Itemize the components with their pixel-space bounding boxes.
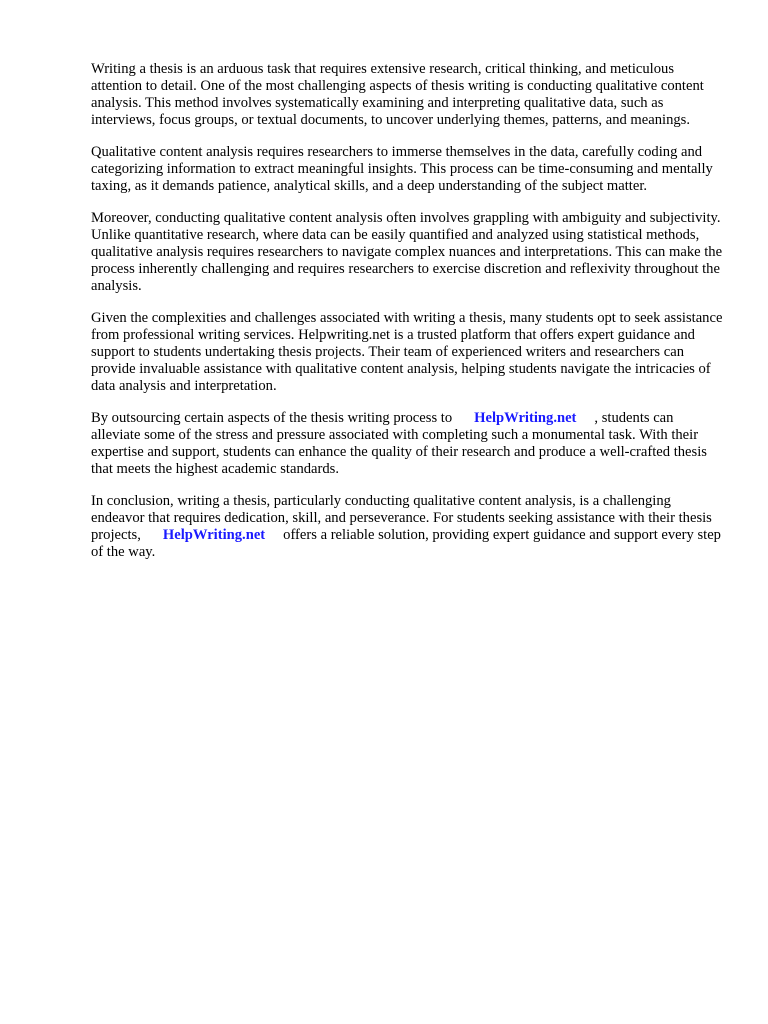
paragraph-ambiguity: Moreover, conducting qualitative content analysis often involves grappling with ambiguity and subjectivity. Unlike quantitative research, where data can be easily quantified and analyzed using statistical methods, qualitative analysis requires researchers to navigate complex nuances and interpretations. This can make the process inherently challenging and requires researchers to exercise discretion and reflexivity throughout the analysis. [91,210,723,294]
paragraph-outsourcing-text-before: By outsourcing certain aspects of the thesis writing process to [91,410,453,426]
helpwriting-link[interactable]: HelpWriting.net [474,410,577,426]
helpwriting-link[interactable]: HelpWriting.net [162,527,266,543]
document-body [91,61,723,576]
paragraph-outsourcing-text-after: , students can alleviate some of the stress and pressure associated with completing such a monumental task. With their expertise and support, students can enhance the quality of their research and produce a well-crafted thesis that meets the highest academic standards. [91,410,707,477]
paragraph-outsourcing [91,410,723,478]
paragraph-qualitative-analysis: Qualitative content analysis requires researchers to immerse themselves in the data, carefully coding and categorizing information to extract meaningful insights. This process can be time-consuming and mentally taxing, as it demands patience, analytical skills, and a deep understanding of the subject matter. [91,144,713,194]
paragraph-conclusion [91,493,723,561]
paragraph-conclusion-text-before: In conclusion, writing a thesis, particularly conducting qualitative content analysis, is a challenging endeavor that requires dedication, skill, and perseverance. For students seeking assistance with their thesis projects, [91,493,712,543]
paragraph-conclusion-text-after: offers a reliable solution, providing expert guidance and support every step of the way. [91,527,721,560]
paragraph-writing-services: Given the complexities and challenges associated with writing a thesis, many students opt to seek assistance from professional writing services. Helpwriting.net is a trusted platform that offers expert guidance and support to students undertaking thesis projects. Their team of experienced writers and researchers can provide invaluable assistance with qualitative content analysis, helping students navigate the intricacies of data analysis and interpretation. [91,310,723,394]
paragraph-intro: Writing a thesis is an arduous task that requires extensive research, critical thinking, and meticulous attention to detail. One of the most challenging aspects of thesis writing is conducting qualitative content analysis. This method involves systematically examining and interpreting qualitative data, such as interviews, focus groups, or textual documents, to uncover underlying themes, patterns, and meanings. [91,61,704,128]
